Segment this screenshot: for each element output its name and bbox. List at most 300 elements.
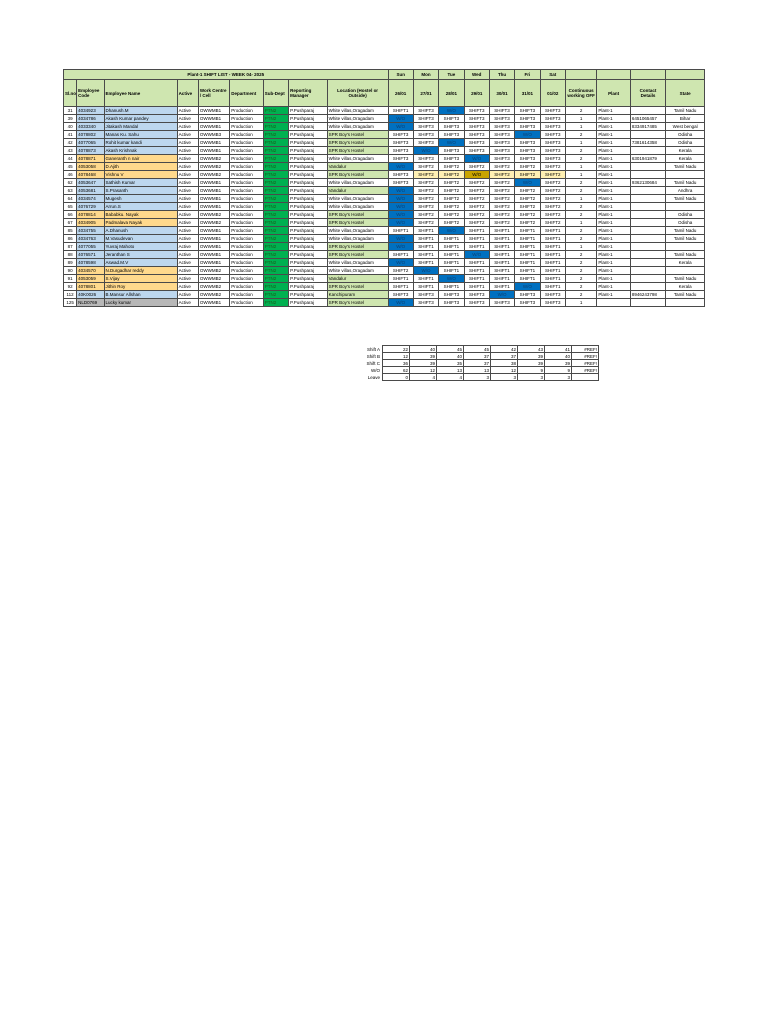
cell-shift[interactable]: SHIFT2 (515, 211, 540, 219)
cell-shift[interactable]: SHIFT1 (540, 243, 565, 251)
cell-shift[interactable]: SHIFT2 (489, 219, 514, 227)
cell-contact[interactable] (630, 131, 665, 139)
cell-plant[interactable]: Plant-1 (597, 123, 630, 131)
cell-shift[interactable]: SHIFT2 (489, 211, 514, 219)
cell-work-centre[interactable]: OWWMB1 (198, 139, 229, 147)
cell-location[interactable]: White villas,Oragadam (327, 195, 388, 203)
cell-employee-name[interactable]: A.Dhanush (104, 227, 177, 235)
cell-sub-dept[interactable]: PTN2 (263, 283, 288, 291)
cell-continuous-off[interactable]: 1 (565, 163, 596, 171)
cell-employee-code[interactable]: 4078598 (77, 259, 104, 267)
cell-shift[interactable]: SHIFT3 (464, 291, 489, 299)
cell-employee-code[interactable]: 4034905 (77, 219, 104, 227)
cell-shift[interactable]: SHIFT1 (464, 267, 489, 275)
cell-shift[interactable]: SHIFT1 (540, 251, 565, 259)
cell-state[interactable]: Tamil Nadu (666, 227, 705, 235)
cell-location[interactable]: SPR Boy's Hostel (327, 171, 388, 179)
cell-active[interactable]: Active (177, 131, 198, 139)
cell-location[interactable]: White villas,Oragadam (327, 155, 388, 163)
cell-week-off[interactable]: W/O (388, 115, 413, 123)
cell-contact[interactable] (630, 235, 665, 243)
cell-shift[interactable]: SHIFT3 (489, 115, 514, 123)
cell-shift[interactable]: SHIFT1 (464, 275, 489, 283)
cell-shift[interactable]: SHIFT1 (439, 259, 464, 267)
cell-shift[interactable]: SHIFT1 (489, 267, 514, 275)
cell-state[interactable] (666, 267, 705, 275)
cell-sl[interactable]: 40 (64, 123, 77, 131)
cell-sub-dept[interactable]: PTN2 (263, 243, 288, 251)
cell-shift[interactable]: SHIFT3 (515, 147, 540, 155)
cell-shift[interactable]: SHIFT3 (413, 131, 438, 139)
summary-value[interactable]: 37 (491, 353, 518, 360)
cell-employee-code[interactable]: 4078814 (77, 211, 104, 219)
cell-sl[interactable]: 45 (64, 163, 77, 171)
cell-continuous-off[interactable]: 1 (565, 243, 596, 251)
cell-shift[interactable]: SHIFT3 (388, 147, 413, 155)
summary-value[interactable]: 12 (383, 353, 410, 360)
cell-shift[interactable]: SHIFT3 (515, 115, 540, 123)
cell-contact[interactable]: 6451065457 (630, 115, 665, 123)
cell-employee-name[interactable]: Jitakash Mandal (104, 123, 177, 131)
cell-state[interactable]: Andhra (666, 187, 705, 195)
summary-value[interactable]: 42 (491, 346, 518, 353)
cell-department[interactable]: Production (230, 123, 263, 131)
table-row[interactable] (64, 187, 705, 195)
cell-shift[interactable]: SHIFT1 (515, 275, 540, 283)
cell-shift[interactable]: SHIFT2 (413, 171, 438, 179)
cell-shift[interactable]: SHIFT1 (540, 235, 565, 243)
cell-active[interactable]: Active (177, 163, 198, 171)
cell-contact[interactable] (630, 195, 665, 203)
cell-employee-code[interactable]: 4076571 (77, 251, 104, 259)
cell-active[interactable]: Active (177, 227, 198, 235)
cell-location[interactable]: White villas,Oragadam (327, 267, 388, 275)
cell-continuous-off[interactable]: 2 (565, 267, 596, 275)
cell-contact[interactable] (630, 107, 665, 115)
table-row[interactable] (64, 179, 705, 187)
cell-week-off[interactable]: W/O (489, 291, 514, 299)
table-row[interactable] (64, 131, 705, 139)
summary-value[interactable]: 12 (491, 367, 518, 374)
cell-contact[interactable] (630, 147, 665, 155)
cell-shift[interactable]: SHIFT2 (540, 179, 565, 187)
cell-work-centre[interactable]: OWWMB1 (198, 251, 229, 259)
cell-sl[interactable]: 44 (64, 155, 77, 163)
cell-department[interactable]: Production (230, 259, 263, 267)
cell-shift[interactable]: SHIFT3 (489, 155, 514, 163)
cell-location[interactable]: SPR Boy's Hostel (327, 211, 388, 219)
cell-state[interactable]: Tamil Nadu (666, 275, 705, 283)
cell-shift[interactable]: SHIFT2 (439, 195, 464, 203)
cell-plant[interactable]: Plant-1 (597, 139, 630, 147)
cell-work-centre[interactable]: OWWMB1 (198, 147, 229, 155)
table-row[interactable] (64, 115, 705, 123)
summary-value[interactable]: #REF! (572, 346, 599, 353)
summary-value[interactable]: 38 (491, 360, 518, 367)
cell-shift[interactable]: SHIFT3 (540, 107, 565, 115)
cell-location[interactable]: White villas,Oragadam (327, 227, 388, 235)
cell-sl[interactable]: 43 (64, 147, 77, 155)
table-row[interactable] (64, 219, 705, 227)
cell-sub-dept[interactable]: PTN2 (263, 291, 288, 299)
cell-shift[interactable]: SHIFT3 (388, 179, 413, 187)
cell-shift[interactable]: SHIFT3 (464, 123, 489, 131)
cell-contact[interactable]: 8946243798 (630, 291, 665, 299)
cell-shift[interactable]: SHIFT2 (413, 179, 438, 187)
cell-department[interactable]: Production (230, 235, 263, 243)
cell-shift[interactable]: SHIFT2 (489, 195, 514, 203)
cell-shift[interactable]: SHIFT2 (540, 203, 565, 211)
cell-sub-dept[interactable]: PTN2 (263, 299, 288, 307)
cell-sub-dept[interactable]: PTN2 (263, 211, 288, 219)
cell-active[interactable]: Active (177, 251, 198, 259)
cell-week-off[interactable]: W/O (388, 123, 413, 131)
cell-employee-code[interactable]: 4077065 (77, 139, 104, 147)
cell-shift[interactable]: SHIFT2 (439, 203, 464, 211)
cell-continuous-off[interactable]: 2 (565, 107, 596, 115)
cell-shift[interactable]: SHIFT3 (489, 299, 514, 307)
cell-continuous-off[interactable]: 1 (565, 171, 596, 179)
cell-plant[interactable]: Plant-1 (597, 275, 630, 283)
cell-sub-dept[interactable]: PTN2 (263, 147, 288, 155)
cell-reporting-manager[interactable]: P.Pushparaj (289, 235, 328, 243)
cell-location[interactable]: White villas,Oragadam (327, 203, 388, 211)
cell-work-centre[interactable]: OWWMB2 (198, 171, 229, 179)
cell-reporting-manager[interactable]: P.Pushparaj (289, 171, 328, 179)
cell-state[interactable]: Kerala (666, 147, 705, 155)
cell-contact[interactable] (630, 227, 665, 235)
cell-plant[interactable]: Plant-1 (597, 267, 630, 275)
cell-reporting-manager[interactable]: P.Pushparaj (289, 187, 328, 195)
cell-sl[interactable]: 64 (64, 195, 77, 203)
summary-value[interactable]: 62 (383, 367, 410, 374)
cell-shift[interactable]: SHIFT3 (515, 299, 540, 307)
cell-shift[interactable]: SHIFT2 (439, 179, 464, 187)
cell-work-centre[interactable]: OWWMB1 (198, 187, 229, 195)
cell-employee-name[interactable]: Mugesh (104, 195, 177, 203)
table-row[interactable] (64, 259, 705, 267)
cell-sub-dept[interactable]: PTN2 (263, 259, 288, 267)
cell-shift[interactable]: SHIFT2 (540, 211, 565, 219)
cell-reporting-manager[interactable]: P.Pushparaj (289, 203, 328, 211)
cell-employee-code[interactable]: 4076729 (77, 203, 104, 211)
cell-shift[interactable]: SHIFT2 (464, 187, 489, 195)
cell-continuous-off[interactable]: 2 (565, 291, 596, 299)
cell-continuous-off[interactable]: 2 (565, 155, 596, 163)
cell-shift[interactable]: SHIFT1 (388, 107, 413, 115)
cell-contact[interactable] (630, 203, 665, 211)
cell-active[interactable]: Active (177, 211, 198, 219)
cell-employee-name[interactable]: Aswad.M.V (104, 259, 177, 267)
cell-week-off[interactable]: W/O (515, 131, 540, 139)
cell-work-centre[interactable]: OWWMB2 (198, 219, 229, 227)
cell-work-centre[interactable]: OWWMB1 (198, 195, 229, 203)
cell-reporting-manager[interactable]: P.Pushparaj (289, 291, 328, 299)
summary-value[interactable]: 9 (545, 367, 572, 374)
cell-employee-name[interactable]: Akash Kumar pandey (104, 115, 177, 123)
cell-sl[interactable]: 46 (64, 171, 77, 179)
cell-shift[interactable]: SHIFT3 (515, 291, 540, 299)
cell-sl[interactable]: 86 (64, 235, 77, 243)
cell-plant[interactable]: Plant-1 (597, 211, 630, 219)
summary-value[interactable]: 40 (410, 346, 437, 353)
cell-employee-code[interactable]: 4077055 (77, 243, 104, 251)
cell-work-centre[interactable]: OWWMB1 (198, 299, 229, 307)
cell-active[interactable]: Active (177, 171, 198, 179)
cell-department[interactable]: Production (230, 163, 263, 171)
cell-shift[interactable]: SHIFT1 (515, 243, 540, 251)
cell-reporting-manager[interactable]: P.Pushparaj (289, 283, 328, 291)
cell-active[interactable]: Active (177, 283, 198, 291)
cell-reporting-manager[interactable]: P.Pushparaj (289, 115, 328, 123)
cell-reporting-manager[interactable]: P.Pushparaj (289, 251, 328, 259)
cell-work-centre[interactable]: OWWMB1 (198, 227, 229, 235)
cell-contact[interactable] (630, 259, 665, 267)
cell-shift[interactable]: SHIFT2 (439, 187, 464, 195)
cell-state[interactable]: Tamil Nadu (666, 107, 705, 115)
cell-employee-name[interactable]: Jithin Roy (104, 283, 177, 291)
cell-continuous-off[interactable]: 2 (565, 179, 596, 187)
cell-week-off[interactable]: W/O (439, 139, 464, 147)
cell-shift[interactable]: SHIFT2 (540, 195, 565, 203)
table-row[interactable] (64, 283, 705, 291)
cell-employee-name[interactable]: Dhanush.M (104, 107, 177, 115)
cell-shift[interactable]: SHIFT3 (439, 131, 464, 139)
cell-shift[interactable]: SHIFT2 (515, 171, 540, 179)
cell-state[interactable]: Tamil Nadu (666, 179, 705, 187)
cell-continuous-off[interactable]: 1 (565, 123, 596, 131)
cell-work-centre[interactable]: OWWMB1 (198, 235, 229, 243)
cell-department[interactable]: Production (230, 211, 263, 219)
table-row[interactable] (64, 291, 705, 299)
cell-shift[interactable]: SHIFT3 (515, 139, 540, 147)
cell-state[interactable]: Odisha (666, 219, 705, 227)
cell-contact[interactable] (630, 171, 665, 179)
cell-work-centre[interactable]: OWWMB2 (198, 275, 229, 283)
cell-employee-name[interactable]: M.Vasudevan (104, 235, 177, 243)
cell-shift[interactable]: SHIFT1 (413, 251, 438, 259)
cell-continuous-off[interactable]: 2 (565, 283, 596, 291)
cell-week-off[interactable]: W/O (388, 203, 413, 211)
cell-work-centre[interactable]: OWWMB2 (198, 163, 229, 171)
cell-shift[interactable]: SHIFT3 (413, 299, 438, 307)
cell-plant[interactable]: Plant-1 (597, 163, 630, 171)
cell-sl[interactable]: 112 (64, 291, 77, 299)
cell-shift[interactable]: SHIFT3 (439, 115, 464, 123)
cell-work-centre[interactable]: OWWMB1 (198, 123, 229, 131)
cell-shift[interactable]: SHIFT3 (388, 291, 413, 299)
summary-value[interactable]: 3 (464, 374, 491, 381)
cell-shift[interactable]: SHIFT2 (413, 219, 438, 227)
cell-shift[interactable]: SHIFT1 (413, 227, 438, 235)
cell-shift[interactable]: SHIFT3 (515, 123, 540, 131)
cell-reporting-manager[interactable]: P.Pushparaj (289, 259, 328, 267)
cell-employee-code[interactable]: 4034755 (77, 227, 104, 235)
summary-value[interactable]: 35 (437, 360, 464, 367)
cell-shift[interactable]: SHIFT2 (489, 179, 514, 187)
cell-sl[interactable]: 63 (64, 187, 77, 195)
cell-shift[interactable]: SHIFT1 (439, 235, 464, 243)
cell-location[interactable]: SPR Boy's Hostel (327, 243, 388, 251)
summary-value[interactable]: 40 (437, 353, 464, 360)
summary-value[interactable]: 22 (383, 346, 410, 353)
cell-shift[interactable]: SHIFT2 (540, 187, 565, 195)
cell-sub-dept[interactable]: PTN2 (263, 219, 288, 227)
cell-plant[interactable]: Plant-1 (597, 195, 630, 203)
cell-active[interactable]: Active (177, 219, 198, 227)
cell-shift[interactable]: SHIFT1 (489, 275, 514, 283)
cell-shift[interactable]: SHIFT3 (439, 291, 464, 299)
cell-shift[interactable]: SHIFT1 (515, 251, 540, 259)
summary-value[interactable]: 9 (518, 367, 545, 374)
cell-shift[interactable]: SHIFT1 (439, 251, 464, 259)
summary-value[interactable]: 0 (383, 374, 410, 381)
cell-work-centre[interactable]: OWWMB2 (198, 267, 229, 275)
cell-shift[interactable]: SHIFT1 (439, 243, 464, 251)
cell-shift[interactable]: SHIFT2 (464, 195, 489, 203)
cell-reporting-manager[interactable]: P.Pushparaj (289, 227, 328, 235)
summary-value[interactable]: 41 (545, 346, 572, 353)
cell-department[interactable]: Production (230, 115, 263, 123)
cell-active[interactable]: Active (177, 259, 198, 267)
cell-location[interactable]: Vandalur (327, 275, 388, 283)
cell-department[interactable]: Production (230, 171, 263, 179)
cell-shift[interactable]: SHIFT3 (464, 139, 489, 147)
cell-employee-name[interactable]: Manas Ku. Sahu (104, 131, 177, 139)
cell-shift[interactable]: SHIFT2 (515, 219, 540, 227)
cell-state[interactable]: Odisha (666, 211, 705, 219)
cell-shift[interactable]: SHIFT1 (489, 283, 514, 291)
cell-state[interactable]: Tamil Nadu (666, 235, 705, 243)
cell-sl[interactable]: 92 (64, 283, 77, 291)
cell-reporting-manager[interactable]: P.Pushparaj (289, 139, 328, 147)
cell-shift[interactable]: SHIFT2 (540, 219, 565, 227)
cell-work-centre[interactable]: OWWMB1 (198, 259, 229, 267)
cell-department[interactable]: Production (230, 275, 263, 283)
cell-employee-name[interactable]: Jeranthan S (104, 251, 177, 259)
cell-shift[interactable]: SHIFT3 (540, 131, 565, 139)
cell-active[interactable]: Active (177, 275, 198, 283)
cell-location[interactable]: White villas,Oragadam (327, 115, 388, 123)
cell-employee-name[interactable]: N.Durgadhar reddy (104, 267, 177, 275)
cell-contact[interactable] (630, 187, 665, 195)
cell-department[interactable]: Production (230, 195, 263, 203)
table-row[interactable] (64, 243, 705, 251)
summary-value[interactable]: 37 (464, 353, 491, 360)
cell-active[interactable]: Active (177, 299, 198, 307)
cell-continuous-off[interactable]: 1 (565, 195, 596, 203)
cell-work-centre[interactable]: OWWMB1 (198, 115, 229, 123)
cell-employee-name[interactable]: Vishnu V (104, 171, 177, 179)
summary-value[interactable]: 39 (518, 353, 545, 360)
cell-reporting-manager[interactable]: P.Pushparaj (289, 155, 328, 163)
cell-work-centre[interactable]: OWWMB2 (198, 291, 229, 299)
cell-shift[interactable]: SHIFT1 (489, 251, 514, 259)
summary-value[interactable]: 13 (464, 367, 491, 374)
cell-week-off[interactable]: W/O (388, 235, 413, 243)
cell-sub-dept[interactable]: PTN2 (263, 155, 288, 163)
cell-shift[interactable]: SHIFT2 (489, 203, 514, 211)
cell-contact[interactable]: 6301941879 (630, 155, 665, 163)
cell-department[interactable]: Production (230, 251, 263, 259)
cell-employee-name[interactable]: Bababku. Nayak (104, 211, 177, 219)
cell-shift[interactable]: SHIFT3 (413, 123, 438, 131)
cell-continuous-off[interactable]: 2 (565, 211, 596, 219)
cell-employee-name[interactable]: Sathish Kumar (104, 179, 177, 187)
cell-week-off[interactable]: W/O (413, 147, 438, 155)
cell-plant[interactable]: Plant-1 (597, 219, 630, 227)
cell-sl[interactable]: 42 (64, 139, 77, 147)
cell-employee-code[interactable]: 4053059 (77, 275, 104, 283)
cell-sl[interactable]: 67 (64, 219, 77, 227)
cell-state[interactable] (666, 299, 705, 307)
summary-value[interactable]: #REF! (572, 353, 599, 360)
cell-active[interactable]: Active (177, 155, 198, 163)
cell-shift[interactable]: SHIFT1 (388, 275, 413, 283)
cell-shift[interactable]: SHIFT3 (464, 131, 489, 139)
cell-department[interactable]: Production (230, 267, 263, 275)
cell-shift[interactable]: SHIFT2 (489, 171, 514, 179)
cell-work-centre[interactable]: OWWMB3 (198, 131, 229, 139)
cell-week-off[interactable]: W/O (439, 107, 464, 115)
cell-shift[interactable]: SHIFT1 (489, 259, 514, 267)
cell-contact[interactable] (630, 299, 665, 307)
cell-plant[interactable]: Plant-1 (597, 251, 630, 259)
cell-week-off[interactable]: W/O (464, 155, 489, 163)
cell-week-off[interactable]: W/O (388, 299, 413, 307)
cell-shift[interactable]: SHIFT1 (439, 267, 464, 275)
summary-value[interactable]: 4 (410, 374, 437, 381)
cell-sl[interactable]: 31 (64, 107, 77, 115)
summary-value[interactable]: 3 (518, 374, 545, 381)
cell-continuous-off[interactable]: 2 (565, 275, 596, 283)
cell-shift[interactable]: SHIFT3 (413, 139, 438, 147)
cell-shift[interactable]: SHIFT2 (515, 187, 540, 195)
cell-shift[interactable]: SHIFT3 (439, 299, 464, 307)
cell-state[interactable] (666, 171, 705, 179)
cell-sub-dept[interactable]: PTN2 (263, 227, 288, 235)
cell-employee-code[interactable]: 4078873 (77, 147, 104, 155)
cell-work-centre[interactable]: OWWMB2 (198, 155, 229, 163)
summary-value[interactable]: 39 (545, 360, 572, 367)
cell-reporting-manager[interactable]: P.Pushparaj (289, 123, 328, 131)
cell-week-off[interactable]: W/O (388, 243, 413, 251)
cell-active[interactable]: Active (177, 235, 198, 243)
cell-sl[interactable]: 91 (64, 275, 77, 283)
cell-contact[interactable] (630, 211, 665, 219)
cell-continuous-off[interactable]: 2 (565, 131, 596, 139)
cell-state[interactable]: Kerala (666, 283, 705, 291)
summary-value[interactable]: 3 (545, 374, 572, 381)
cell-plant[interactable]: Plant-1 (597, 179, 630, 187)
cell-location[interactable]: Vandalur (327, 163, 388, 171)
cell-sl[interactable]: 41 (64, 131, 77, 139)
cell-employee-code[interactable]: 4053681 (77, 187, 104, 195)
cell-shift[interactable]: SHIFT3 (413, 107, 438, 115)
cell-shift[interactable]: SHIFT3 (413, 291, 438, 299)
cell-shift[interactable]: SHIFT3 (464, 299, 489, 307)
cell-week-off[interactable]: W/O (439, 275, 464, 283)
cell-employee-code[interactable]: 4053058 (77, 163, 104, 171)
cell-shift[interactable]: SHIFT1 (413, 235, 438, 243)
cell-contact[interactable]: 8334917485 (630, 123, 665, 131)
summary-value[interactable]: 40 (545, 353, 572, 360)
cell-reporting-manager[interactable]: P.Pushparaj (289, 299, 328, 307)
cell-continuous-off[interactable]: 2 (565, 187, 596, 195)
cell-shift[interactable]: SHIFT2 (464, 219, 489, 227)
cell-shift[interactable]: SHIFT3 (489, 139, 514, 147)
summary-value[interactable]: 43 (518, 346, 545, 353)
